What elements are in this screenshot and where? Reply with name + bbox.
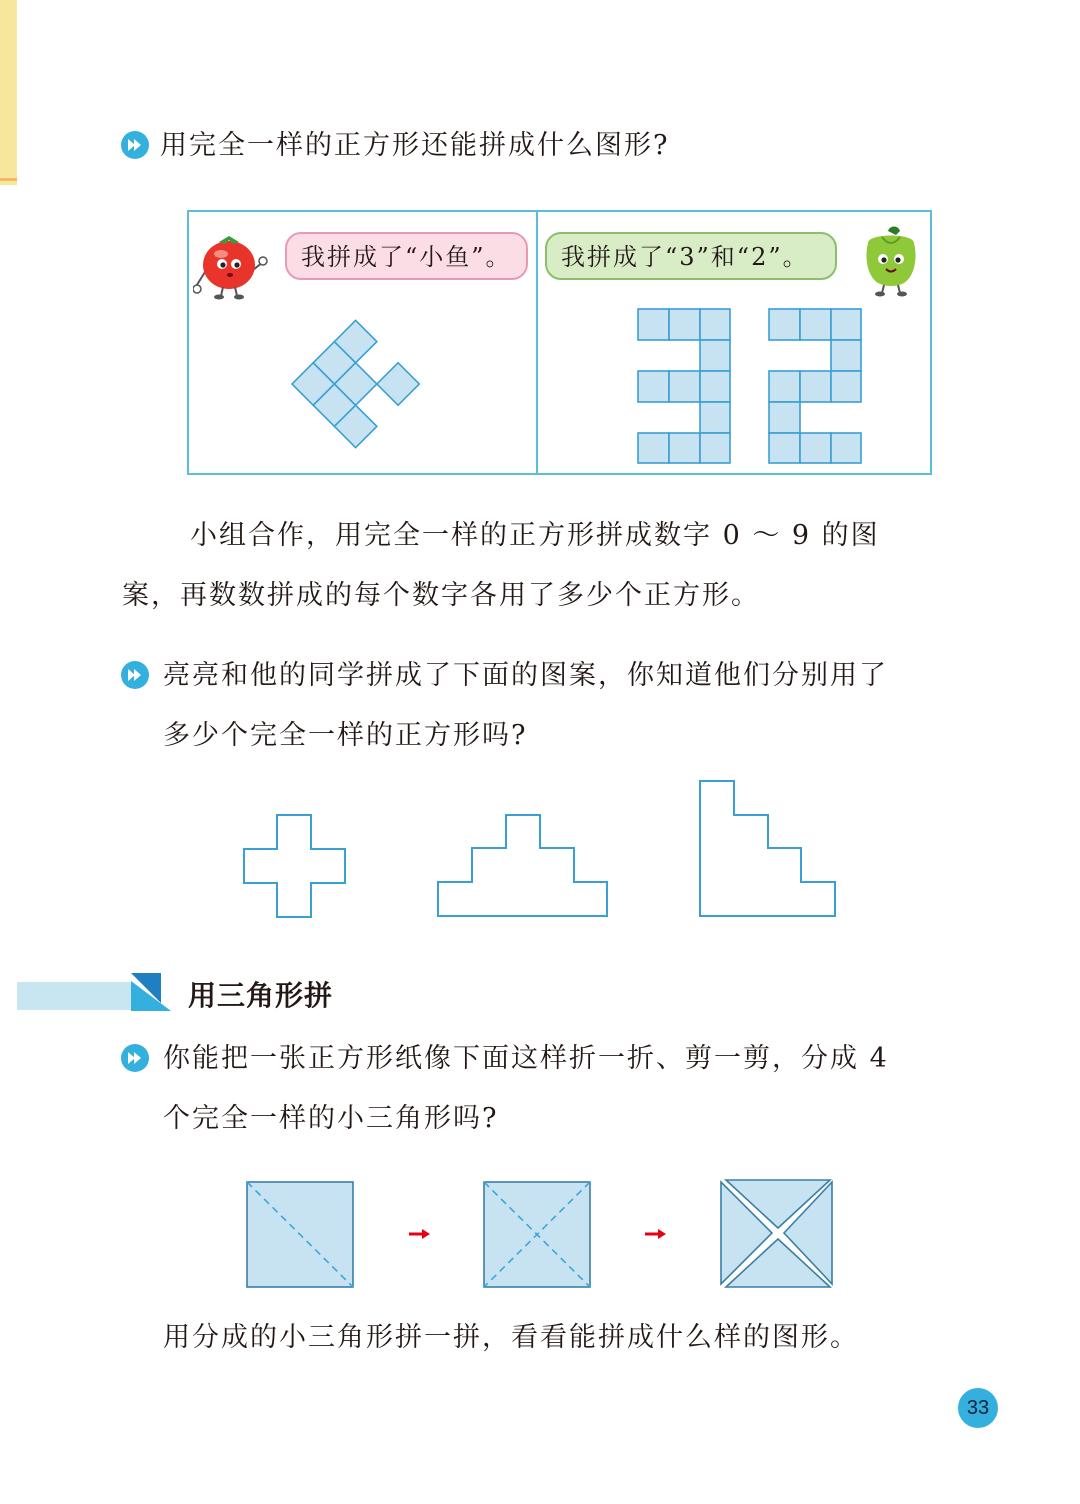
- square-two-folds: [484, 1182, 590, 1287]
- cross-outline-shape: [244, 815, 345, 917]
- tomato-character-icon: [193, 232, 269, 300]
- play-forward-icon: [121, 661, 149, 689]
- play-forward-icon: [121, 1044, 149, 1072]
- page-number: 33: [958, 1388, 998, 1428]
- square-one-fold: [247, 1182, 353, 1287]
- question-2-line-2: 多少个完全一样的正方形吗?: [163, 720, 528, 751]
- digit-2-square-pattern: [768, 308, 862, 464]
- section-heading-bar: [17, 982, 131, 1010]
- page-edge-stripe: [0, 0, 17, 185]
- question-2-line-1: 亮亮和他的同学拼成了下面的图案，你知道他们分别用了: [163, 660, 888, 691]
- digit-3-square-pattern: [637, 308, 731, 464]
- paragraph-2-text: 用分成的小三角形拼一拼，看看能拼成什么样的图形。: [163, 1322, 859, 1353]
- page-edge-tick: [0, 178, 17, 181]
- paragraph-1-line-2: 案，再数数拼成的每个数字各用了多少个正方形。: [122, 580, 760, 611]
- square-cut-triangles: [721, 1180, 832, 1287]
- folding-sequence: [244, 1178, 840, 1290]
- question-3-line-2: 个完全一样的小三角形吗?: [163, 1103, 499, 1134]
- pepper-character-icon: [858, 225, 924, 297]
- play-forward-icon: [121, 131, 149, 159]
- question-3-line-1: 你能把一张正方形纸像下面这样折一折、剪一剪，分成 4: [163, 1043, 889, 1074]
- section-title: 用三角形拼: [188, 979, 334, 1012]
- speech-bubble-numbers: 我拼成了“3”和“2”。: [545, 232, 837, 280]
- panel-divider: [536, 210, 538, 475]
- question-1-text: 用完全一样的正方形还能拼成什么图形?: [160, 130, 670, 161]
- paragraph-1-line-1: 小组合作，用完全一样的正方形拼成数字 0 ～ 9 的图: [190, 520, 880, 551]
- arrow-right-icon: [645, 1229, 666, 1239]
- section-triangle-icon: [131, 973, 177, 1011]
- outline-shapes-row: [240, 778, 840, 920]
- staircase-outline-shape: [700, 781, 835, 916]
- fish-square-pattern: [290, 318, 430, 454]
- pyramid-outline-shape: [438, 815, 607, 916]
- arrow-right-icon: [409, 1229, 430, 1239]
- speech-bubble-fish: 我拼成了“小鱼”。: [285, 232, 528, 280]
